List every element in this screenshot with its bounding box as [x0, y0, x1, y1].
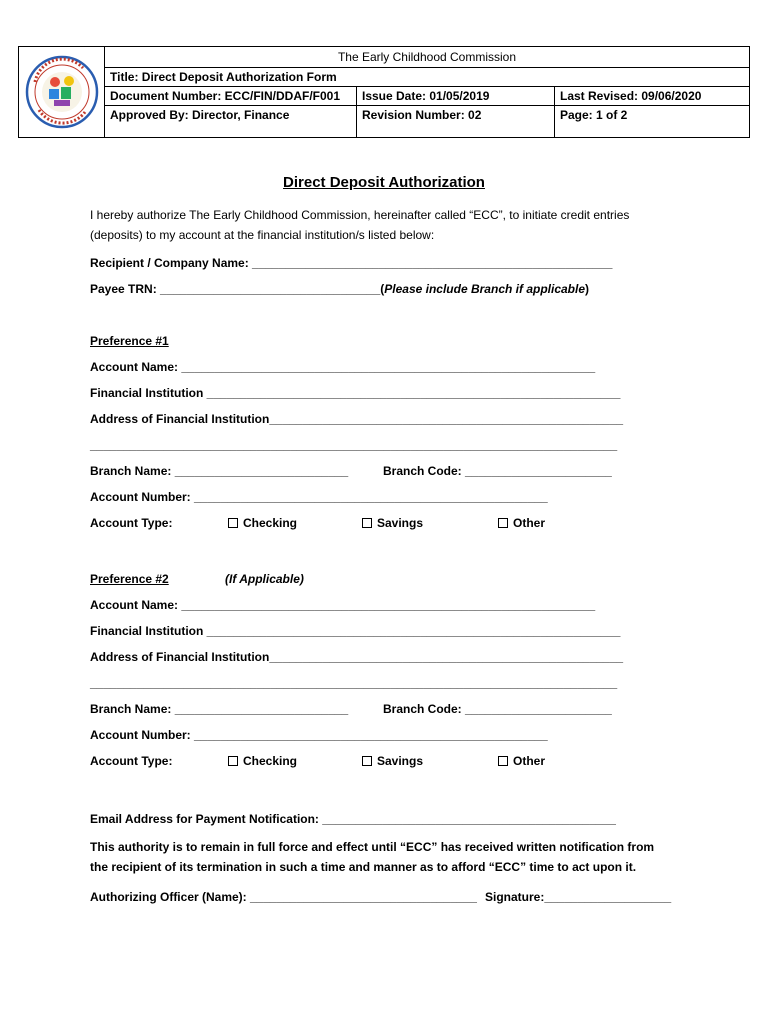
- checkbox-icon: [228, 518, 238, 528]
- signature-field[interactable]: Signature:___________________: [485, 890, 672, 904]
- pref1-savings-checkbox[interactable]: [362, 516, 423, 530]
- checkbox-icon: [362, 518, 372, 528]
- checkbox-icon: [498, 518, 508, 528]
- pref1-account-type-label: Account Type:: [90, 516, 173, 530]
- document-header: [18, 46, 750, 138]
- pref2-branch-name-field[interactable]: Branch Name: __________________________: [90, 702, 349, 716]
- savings-label: Savings: [377, 516, 424, 530]
- pref1-account-number-field[interactable]: Account Number: _____________________________________________________: [90, 490, 548, 504]
- pref2-savings-checkbox[interactable]: [362, 754, 423, 768]
- page-number: Page: 1 of 2: [560, 108, 628, 122]
- page-title: Direct Deposit Authorization: [283, 174, 485, 191]
- pref1-address-line-2[interactable]: _______________________________________________________________________________: [90, 438, 618, 452]
- pref2-financial-institution-field[interactable]: Financial Institution ______________________________________________________________: [90, 624, 621, 638]
- preference-1-heading: Preference #1: [90, 334, 169, 348]
- authority-text-2: the recipient of its termination in such a time and manner as to afford “ECC” time to act upon it.: [90, 860, 637, 874]
- payee-trn-close: ): [585, 282, 590, 296]
- issue-date: Issue Date: 01/05/2019: [357, 87, 555, 105]
- pref2-address-field[interactable]: Address of Financial Institution_____________________________________________________: [90, 650, 624, 664]
- header-row-approval: [105, 106, 749, 137]
- pref1-address-field[interactable]: Address of Financial Institution_____________________________________________________: [90, 412, 624, 426]
- pref2-account-type-label: Account Type:: [90, 754, 173, 768]
- org-name: The Early Childhood Commission: [105, 47, 749, 68]
- header-row-doc: [105, 87, 749, 106]
- checkbox-icon: [228, 756, 238, 766]
- checking-label: Checking: [243, 754, 298, 768]
- pref2-address-line-2[interactable]: _______________________________________________________________________________: [90, 676, 618, 690]
- pref1-financial-institution-field[interactable]: Financial Institution ______________________________________________________________: [90, 386, 621, 400]
- intro-line-1: I hereby authorize The Early Childhood Commission, hereinafter called “ECC”, to initiate credit entries: [90, 208, 630, 222]
- ecc-logo-icon: [23, 52, 101, 132]
- other-label: Other: [513, 516, 546, 530]
- checking-label: Checking: [243, 516, 298, 530]
- checkbox-icon: [362, 756, 372, 766]
- authorizing-officer-field[interactable]: Authorizing Officer (Name): __________________________________: [90, 890, 477, 904]
- payee-trn-field[interactable]: [90, 282, 589, 296]
- pref1-branch-code-field[interactable]: Branch Code: ______________________: [383, 464, 612, 478]
- pref1-account-name-field[interactable]: Account Name: ______________________________________________________________: [90, 360, 596, 374]
- payee-trn-note: Please include Branch if applicable: [384, 282, 586, 296]
- checkbox-icon: [498, 756, 508, 766]
- payee-trn-label: Payee TRN: _________________________________(: [90, 282, 385, 296]
- recipient-field[interactable]: Recipient / Company Name: ______________________________________________________: [90, 256, 613, 270]
- email-field[interactable]: Email Address for Payment Notification: ____________________________________________: [90, 812, 616, 826]
- pref2-branch-code-field[interactable]: Branch Code: ______________________: [383, 702, 612, 716]
- document-number: Document Number: ECC/FIN/DDAF/F001: [105, 87, 357, 105]
- pref1-other-checkbox[interactable]: [498, 516, 545, 530]
- pref2-account-name-field[interactable]: Account Name: ______________________________________________________________: [90, 598, 596, 612]
- pref2-other-checkbox[interactable]: [498, 754, 545, 768]
- logo-cell: [19, 47, 105, 137]
- intro-line-2: (deposits) to my account at the financial institution/s listed below:: [90, 228, 435, 242]
- revision-number: Revision Number: 02: [357, 106, 555, 137]
- form-title: Title: Direct Deposit Authorization Form: [105, 68, 749, 87]
- last-revised: Last Revised: 09/06/2020: [560, 89, 702, 103]
- pref1-checking-checkbox[interactable]: [228, 516, 297, 530]
- pref2-checking-checkbox[interactable]: [228, 754, 297, 768]
- other-label: Other: [513, 754, 546, 768]
- pref1-branch-name-field[interactable]: Branch Name: __________________________: [90, 464, 349, 478]
- pref2-account-number-field[interactable]: Account Number: _____________________________________________________: [90, 728, 548, 742]
- authority-text-1: This authority is to remain in full force and effect until “ECC” has received written notification from: [90, 840, 655, 854]
- preference-2-heading: Preference #2: [90, 572, 169, 586]
- savings-label: Savings: [377, 754, 424, 768]
- approved-by: Approved By: Director, Finance: [105, 106, 357, 137]
- preference-2-note: (If Applicable): [225, 572, 304, 586]
